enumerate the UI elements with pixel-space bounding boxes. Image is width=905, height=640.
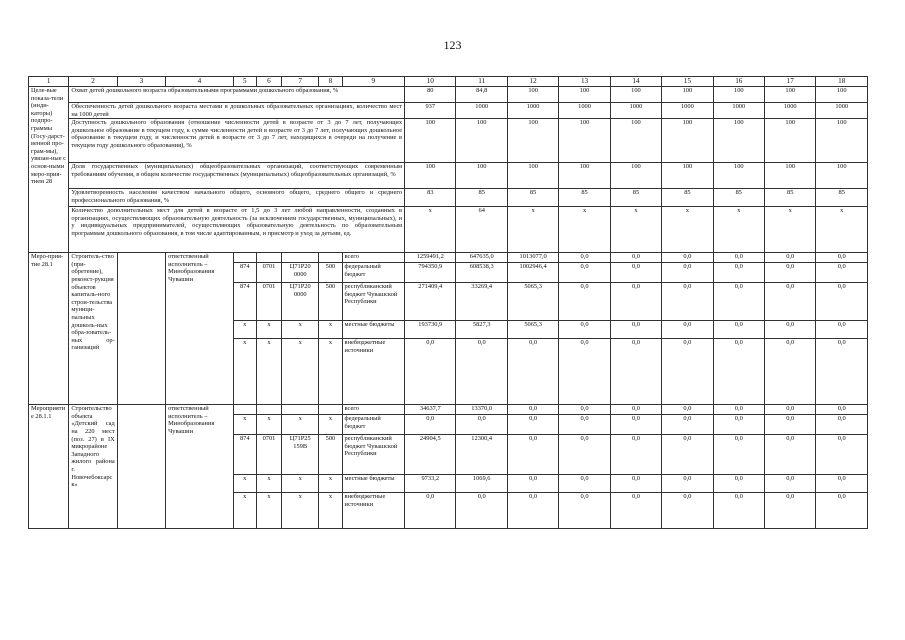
amount: 0,0 [507, 405, 558, 415]
indicator-value: 100 [559, 163, 610, 189]
amount: 0,0 [713, 253, 764, 263]
amount: 0,0 [662, 475, 713, 493]
event-col3 [117, 253, 165, 405]
amount: 13370,0 [456, 405, 507, 415]
indicator-value: 100 [713, 163, 764, 189]
amount: 0,0 [662, 493, 713, 529]
indicator-value: 1000 [765, 103, 816, 119]
amount: 0,0 [610, 321, 661, 339]
grbs-code: x [233, 475, 256, 493]
indicator-value: 85 [816, 189, 868, 207]
header-row [29, 77, 868, 87]
amount: 0,0 [662, 253, 713, 263]
amount: 0,0 [713, 321, 764, 339]
indicator-value: 84,8 [456, 87, 507, 103]
indicator-value: 64 [456, 207, 507, 253]
amount: 0,0 [816, 339, 868, 405]
indicator-value: 85 [765, 189, 816, 207]
amount: 0,0 [713, 475, 764, 493]
amount: 0,0 [662, 435, 713, 475]
indicator-value: 83 [405, 189, 456, 207]
indicator-value: 100 [816, 163, 868, 189]
column-number: 18 [816, 77, 868, 87]
csr-code: Ц71Р20 0000 [282, 283, 319, 321]
targets-label: Целе-вые показа-тели (инди-каторы) подпро-граммы (Госу-дарст-венной про-грам-мы), увязан-ные с основ-ными меро-прия-тием 28 [29, 87, 69, 253]
funding-source: всего [342, 405, 405, 415]
amount: 0,0 [559, 263, 610, 283]
amount: 0,0 [559, 405, 610, 415]
amount: 0,0 [713, 263, 764, 283]
program-table [28, 76, 868, 529]
indicator-name: Количество дополнительных мест для детей в возрасте от 1,5 до 3 лет любой направленности, созданных в организациях, осуществляющих образовательную деятельность (за исключением государственных, муниципальных), и у индивидуальных предпринимателей, осуществляющих образовательную деятельность по образовательным программам дошкольного образования, в том числе адаптированным, и присмотр и уход за детьми, ед. [69, 207, 405, 253]
column-number: 11 [456, 77, 507, 87]
finance-row [29, 405, 868, 415]
csr-code [282, 405, 319, 415]
amount: 0,0 [405, 493, 456, 529]
indicator-value: 100 [559, 119, 610, 163]
amount: 1069,6 [456, 475, 507, 493]
amount: 0,0 [507, 475, 558, 493]
amount: 0,0 [507, 415, 558, 435]
amount: 0,0 [765, 339, 816, 405]
amount: 0,0 [610, 253, 661, 263]
vr-code: x [319, 475, 342, 493]
csr-code: Ц71Р25 159В [282, 435, 319, 475]
indicator-value: 100 [816, 87, 868, 103]
amount: 0,0 [610, 339, 661, 405]
rz-code [256, 405, 281, 415]
amount: 0,0 [713, 493, 764, 529]
indicator-value: 100 [405, 119, 456, 163]
amount: 0,0 [610, 283, 661, 321]
indicator-value: 80 [405, 87, 456, 103]
vr-code: x [319, 493, 342, 529]
amount: 0,0 [765, 263, 816, 283]
indicator-name: Доступность дошкольного образования (отношение численности детей в возрасте от 3 до 7 лет, получающих дошкольное образование в текущем году, к сумме численности детей в возрасте от 3 до 7 лет, получающих дошкольное образование в текущем году, и численности детей в возрасте от 3 до 7 лет, находящихся в очереди на получение в текущем году дошкольного образования), % [69, 119, 405, 163]
amount: 0,0 [662, 405, 713, 415]
indicator-name: Доля государственных (муниципальных) общеобразовательных организаций, соответствующих современным требованиям обучения, в общем количестве государственных (муниципальных) общеобразовательных организаций, % [69, 163, 405, 189]
grbs-code: 874 [233, 263, 256, 283]
indicator-row [29, 119, 868, 163]
amount: 0,0 [610, 475, 661, 493]
amount: 0,0 [816, 475, 868, 493]
vr-code: x [319, 415, 342, 435]
amount: 0,0 [559, 435, 610, 475]
amount: 0,0 [713, 415, 764, 435]
event-executor: ответственный исполнитель – Минобразования Чувашии [166, 253, 234, 405]
indicator-value: 85 [610, 189, 661, 207]
indicator-value: 100 [559, 87, 610, 103]
amount: 0,0 [765, 415, 816, 435]
amount: 0,0 [456, 339, 507, 405]
amount: 0,0 [559, 475, 610, 493]
column-number: 10 [405, 77, 456, 87]
indicator-value: x [610, 207, 661, 253]
indicator-value: 1000 [610, 103, 661, 119]
amount: 0,0 [713, 435, 764, 475]
funding-source: внебюджетные источники [342, 339, 405, 405]
column-number: 5 [233, 77, 256, 87]
column-number: 17 [765, 77, 816, 87]
event-name: Строитель-ство (при-обретение), реконст-рукция объектов капиталь-ного строи-тельства муници-пальных дошколь-ных обра-зователь-ных ор-ганизаций [69, 253, 117, 405]
event-col3 [117, 405, 165, 529]
amount: 5065,3 [507, 283, 558, 321]
indicator-value: 100 [662, 87, 713, 103]
indicator-value: 100 [713, 119, 764, 163]
csr-code: x [282, 415, 319, 435]
indicator-value: 1000 [507, 103, 558, 119]
amount: 0,0 [765, 253, 816, 263]
grbs-code [233, 405, 256, 415]
indicator-value: x [765, 207, 816, 253]
funding-source: всего [342, 253, 405, 263]
rz-code: 0701 [256, 435, 281, 475]
amount: 0,0 [765, 283, 816, 321]
amount: 0,0 [559, 493, 610, 529]
indicator-value: 100 [765, 119, 816, 163]
amount: 0,0 [662, 283, 713, 321]
indicator-row [29, 87, 868, 103]
column-number: 2 [69, 77, 117, 87]
column-number: 13 [559, 77, 610, 87]
rz-code: 0701 [256, 283, 281, 321]
csr-code: x [282, 339, 319, 405]
indicator-value: 100 [765, 163, 816, 189]
rz-code: x [256, 493, 281, 529]
amount: 24904,5 [405, 435, 456, 475]
amount: 0,0 [507, 339, 558, 405]
amount: 0,0 [765, 493, 816, 529]
funding-source: внебюджетные источники [342, 493, 405, 529]
amount: 5065,3 [507, 321, 558, 339]
rz-code [256, 253, 281, 263]
amount: 0,0 [713, 405, 764, 415]
amount: 34637,7 [405, 405, 456, 415]
amount: 0,0 [713, 283, 764, 321]
column-number: 16 [713, 77, 764, 87]
amount: 0,0 [559, 321, 610, 339]
indicator-value: x [559, 207, 610, 253]
rz-code: x [256, 321, 281, 339]
indicator-value: 100 [507, 163, 558, 189]
amount: 0,0 [765, 435, 816, 475]
vr-code: 500 [319, 263, 342, 283]
event-name: Строительство объекта «Детский сад на 220 мест (поз. 27) в IX микрорайоне Западного жилого района г. Новочебоксарск» [69, 405, 117, 529]
amount: 0,0 [559, 339, 610, 405]
column-number: 14 [610, 77, 661, 87]
indicator-value: 100 [713, 87, 764, 103]
funding-source: местные бюджеты [342, 475, 405, 493]
amount: 0,0 [713, 339, 764, 405]
amount: 0,0 [610, 415, 661, 435]
indicator-value: 85 [662, 189, 713, 207]
grbs-code [233, 253, 256, 263]
amount: 0,0 [507, 493, 558, 529]
vr-code: x [319, 321, 342, 339]
amount: 0,0 [765, 405, 816, 415]
indicator-value: x [405, 207, 456, 253]
grbs-code: x [233, 321, 256, 339]
indicator-value: 100 [405, 163, 456, 189]
amount: 647635,0 [456, 253, 507, 263]
amount: 794350,9 [405, 263, 456, 283]
indicator-value: 100 [765, 87, 816, 103]
amount: 608538,3 [456, 263, 507, 283]
csr-code: x [282, 493, 319, 529]
amount: 0,0 [610, 263, 661, 283]
indicator-value: 85 [713, 189, 764, 207]
rz-code: x [256, 339, 281, 405]
grbs-code: x [233, 493, 256, 529]
indicator-row [29, 103, 868, 119]
amount: 0,0 [662, 415, 713, 435]
column-number: 8 [319, 77, 342, 87]
amount: 0,0 [816, 405, 868, 415]
indicator-value: 1000 [713, 103, 764, 119]
indicator-name: Удовлетворенность населения качеством начального общего, основного общего, среднего общего и среднего профессионального образования, % [69, 189, 405, 207]
amount: 0,0 [610, 405, 661, 415]
column-number: 7 [282, 77, 319, 87]
vr-code: 500 [319, 435, 342, 475]
event-executor: ответственный исполнитель – Минобразования Чувашии [166, 405, 234, 529]
amount: 0,0 [405, 339, 456, 405]
finance-row [29, 253, 868, 263]
amount: 0,0 [610, 493, 661, 529]
vr-code [319, 405, 342, 415]
indicator-value: x [713, 207, 764, 253]
rz-code: 0701 [256, 263, 281, 283]
indicator-value: 100 [662, 163, 713, 189]
grbs-code: 874 [233, 283, 256, 321]
amount: 0,0 [816, 493, 868, 529]
amount: 1002946,4 [507, 263, 558, 283]
amount: 12300,4 [456, 435, 507, 475]
csr-code: Ц71Р20 0000 [282, 263, 319, 283]
vr-code: 500 [319, 283, 342, 321]
csr-code: x [282, 475, 319, 493]
indicator-value: 100 [816, 119, 868, 163]
indicator-name: Охват детей дошкольного возраста образовательными программами дошкольного образования, % [69, 87, 405, 103]
amount: 0,0 [405, 415, 456, 435]
amount: 0,0 [507, 435, 558, 475]
amount: 0,0 [559, 253, 610, 263]
amount: 1013077,0 [507, 253, 558, 263]
indicator-value: 100 [610, 119, 661, 163]
column-number: 15 [662, 77, 713, 87]
indicator-value: 1000 [559, 103, 610, 119]
column-number: 4 [166, 77, 234, 87]
indicator-value: 100 [507, 87, 558, 103]
amount: 0,0 [816, 263, 868, 283]
indicator-value: 85 [456, 189, 507, 207]
column-number: 9 [342, 77, 405, 87]
indicator-value: 85 [559, 189, 610, 207]
amount: 0,0 [816, 283, 868, 321]
amount: 0,0 [662, 339, 713, 405]
indicator-value: x [662, 207, 713, 253]
indicator-row [29, 163, 868, 189]
amount: 0,0 [816, 415, 868, 435]
indicator-value: 937 [405, 103, 456, 119]
amount: 0,0 [765, 321, 816, 339]
funding-source: республиканский бюджет Чувашской Республики [342, 435, 405, 475]
funding-source: республиканский бюджет Чувашской Республики [342, 283, 405, 321]
funding-source: федеральный бюджет [342, 415, 405, 435]
vr-code [319, 253, 342, 263]
indicator-value: x [816, 207, 868, 253]
indicator-name: Обеспеченность детей дошкольного возраста местами в дошкольных образовательных организациях, количество мест на 1000 детей [69, 103, 405, 119]
indicator-value: 100 [610, 163, 661, 189]
column-number: 6 [256, 77, 281, 87]
indicator-value: 100 [456, 163, 507, 189]
amount: 271409,4 [405, 283, 456, 321]
column-number: 3 [117, 77, 165, 87]
indicator-row [29, 207, 868, 253]
amount: 193730,9 [405, 321, 456, 339]
amount: 0,0 [456, 493, 507, 529]
rz-code: x [256, 415, 281, 435]
amount: 0,0 [816, 321, 868, 339]
indicator-value: 1000 [816, 103, 868, 119]
amount: 5827,3 [456, 321, 507, 339]
amount: 33269,4 [456, 283, 507, 321]
amount: 0,0 [610, 435, 661, 475]
amount: 0,0 [765, 475, 816, 493]
indicator-value: 100 [610, 87, 661, 103]
column-number: 1 [29, 77, 69, 87]
indicator-row [29, 189, 868, 207]
amount: 1259491,2 [405, 253, 456, 263]
grbs-code: x [233, 415, 256, 435]
indicator-value: 85 [507, 189, 558, 207]
page-number: 123 [443, 38, 462, 52]
event-code: Меро-прия-тие 28.1 [29, 253, 69, 405]
csr-code [282, 253, 319, 263]
amount: 0,0 [816, 253, 868, 263]
funding-source: местные бюджеты [342, 321, 405, 339]
indicator-value: 100 [456, 119, 507, 163]
indicator-value: 100 [507, 119, 558, 163]
amount: 0,0 [662, 263, 713, 283]
indicator-value: x [507, 207, 558, 253]
amount: 0,0 [456, 415, 507, 435]
indicator-value: 1000 [456, 103, 507, 119]
indicator-value: 1000 [662, 103, 713, 119]
amount: 0,0 [662, 321, 713, 339]
amount: 9733,2 [405, 475, 456, 493]
amount: 0,0 [559, 283, 610, 321]
funding-source: федеральный бюджет [342, 263, 405, 283]
amount: 0,0 [816, 435, 868, 475]
csr-code: x [282, 321, 319, 339]
event-code: Мероприятие 28.1.1 [29, 405, 69, 529]
vr-code: x [319, 339, 342, 405]
grbs-code: x [233, 339, 256, 405]
rz-code: x [256, 475, 281, 493]
grbs-code: 874 [233, 435, 256, 475]
column-number: 12 [507, 77, 558, 87]
amount: 0,0 [559, 415, 610, 435]
indicator-value: 100 [662, 119, 713, 163]
